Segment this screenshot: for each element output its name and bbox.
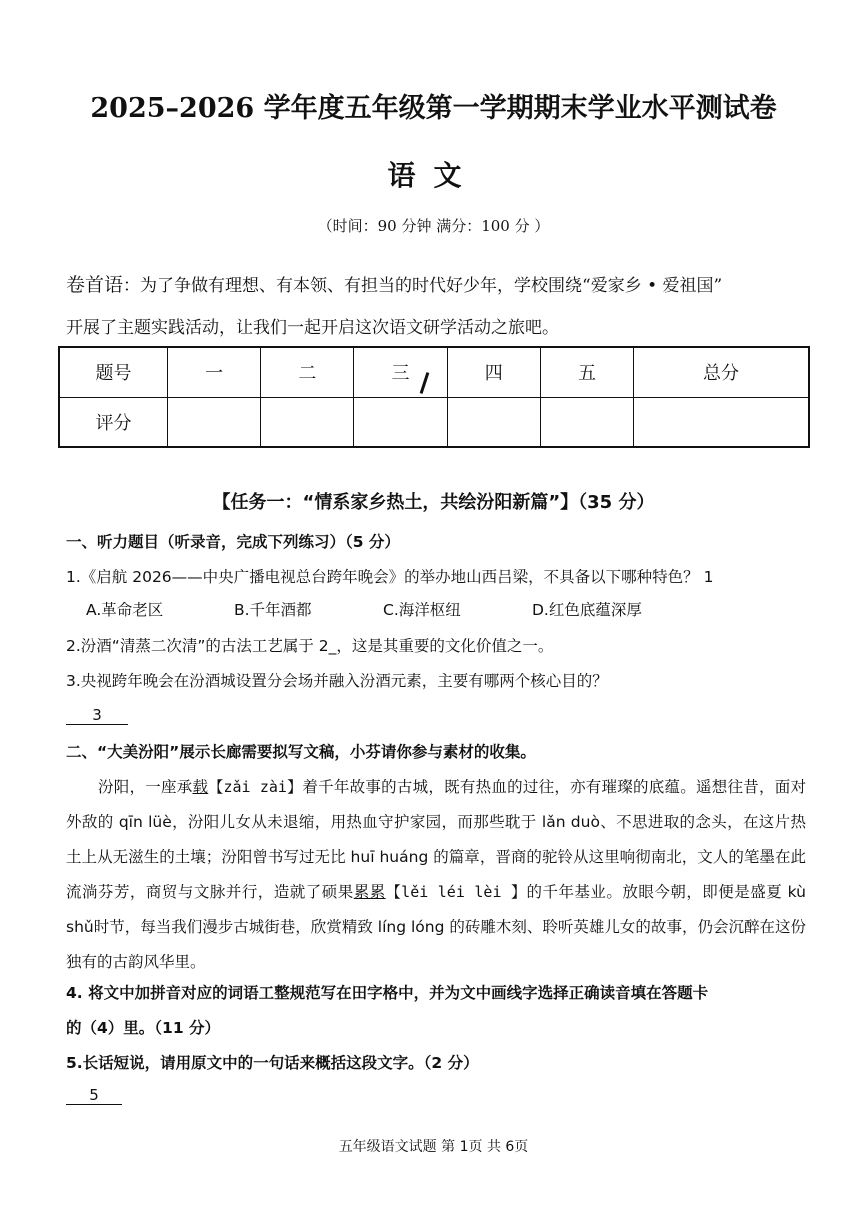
score-table [58, 346, 810, 448]
section2-heading: 二、“大美汾阳”展示长廊需要拟写文稿，小芬请你参与素材的收集。 [66, 743, 536, 761]
score-table-header-row [59, 347, 809, 397]
question-4-line1: 4. 将文中加拼音对应的词语工整规范写在田字格中，并为文中画线字选择正确读音填在答题卡 [66, 984, 709, 1002]
task-title: 【任务一：“情系家乡热土，共绘汾阳新篇”】（35 分） [212, 492, 655, 513]
time-info: （时间：90 分钟 满分：100 分 ） [317, 217, 550, 235]
answer-blank-5[interactable]: 5 [66, 1086, 122, 1105]
passage-part-1: 汾阳，一座承 [98, 778, 193, 796]
score-input-total[interactable] [634, 397, 809, 447]
question-5: 5.长话短说，请用原文中的一句话来概括这段文字。（2 分） [66, 1054, 479, 1072]
preface [66, 264, 811, 349]
question-3-answer-line[interactable] [66, 706, 128, 725]
preface-text-line1: ：为了争做有理想、有本领、有担当的时代好少年，学校围绕“爱家乡 • 爱祖国” [123, 276, 723, 296]
question-2: 2.汾酒“清蒸二次清”的古法工艺属于 2_，这是其重要的文化价值之一。 [66, 637, 554, 655]
question-3: 3.央视跨年晚会在汾酒城设置分会场并融入汾酒元素，主要有哪两个核心目的？ [66, 672, 608, 690]
option-d[interactable]: D.红色底蕴深厚 [532, 601, 642, 619]
score-input-1[interactable] [168, 397, 261, 447]
score-input-4[interactable] [447, 397, 540, 447]
score-cell-1: 一 [168, 347, 261, 397]
passage-part-3: 的千年基业。放眼今朝，即便是盛夏 kù shǔ时节，每当我们漫步古城街巷，欣赏精致 líng lóng 的砖雕木刻、聆听英雄儿女的故事，仍会沉醉在这份独有的古韵风华里。 [66, 883, 806, 971]
score-cell-3: 三 [354, 347, 447, 397]
score-input-3[interactable] [354, 397, 447, 447]
question-1-options [86, 598, 642, 620]
pinyin-options-zai: 【zǎi zài】 [208, 778, 303, 796]
section1-heading: 一、听力题目（听录音，完成下列练习）（5 分） [66, 533, 400, 551]
score-table-score-row [59, 397, 809, 447]
question-5-answer-line[interactable] [66, 1086, 122, 1105]
option-a[interactable]: A.革命老区 [86, 601, 164, 619]
underlined-word-leilei: 累累 [353, 883, 386, 901]
score-input-2[interactable] [261, 397, 354, 447]
score-cell-5: 五 [540, 347, 633, 397]
preface-text-line2: 开展了主题实践活动，让我们一起开启这次语文研学活动之旅吧。 [66, 318, 559, 338]
score-cell-total: 总分 [634, 347, 809, 397]
option-c[interactable]: C.海洋枢纽 [383, 601, 461, 619]
preface-lead: 卷首语 [66, 274, 124, 296]
passage [66, 770, 806, 980]
page-footer: 五年级语文试题 第 1页 共 6页 [338, 1139, 529, 1155]
score-cell-4: 四 [447, 347, 540, 397]
subject-title: 语文 [387, 159, 480, 192]
exam-title: 2025–2026 学年度五年级第一学期期末学业水平测试卷 [90, 93, 777, 124]
score-cell-2: 二 [261, 347, 354, 397]
score-input-5[interactable] [540, 397, 633, 447]
question-4-line2: 的（4）里。（11 分） [66, 1019, 221, 1037]
question-1: 1.《启航 2026——中央广播电视总台跨年晚会》的举办地山西吕梁，不具备以下哪种特色？ 1 [66, 568, 714, 586]
pinyin-options-lei: 【lěi léi lèi 】 [385, 883, 527, 901]
score-row-label: 评分 [59, 397, 168, 447]
score-cell-label: 题号 [59, 347, 168, 397]
passage-part-2: 着千年故事的古城，既有热血的过往，亦有璀璨的底蕴。遥想往昔，面对外敌的 qīn lüè，汾阳儿女从未退缩，用热血守护家园，而那些耽于 lǎn duò、不思进取的念头，在这片热土上从无滋生的土壤；汾阳曾书写过无比 huī huáng 的篇章，晋商的驼铃从这里响彻南北，文人的笔墨在此流淌芬芳，商贸与文脉并行，造就了硕果 [66, 778, 806, 901]
option-b[interactable]: B.千年酒都 [234, 601, 312, 619]
answer-blank-3[interactable]: 3 [66, 706, 128, 725]
underlined-word-zai: 载 [192, 778, 209, 796]
